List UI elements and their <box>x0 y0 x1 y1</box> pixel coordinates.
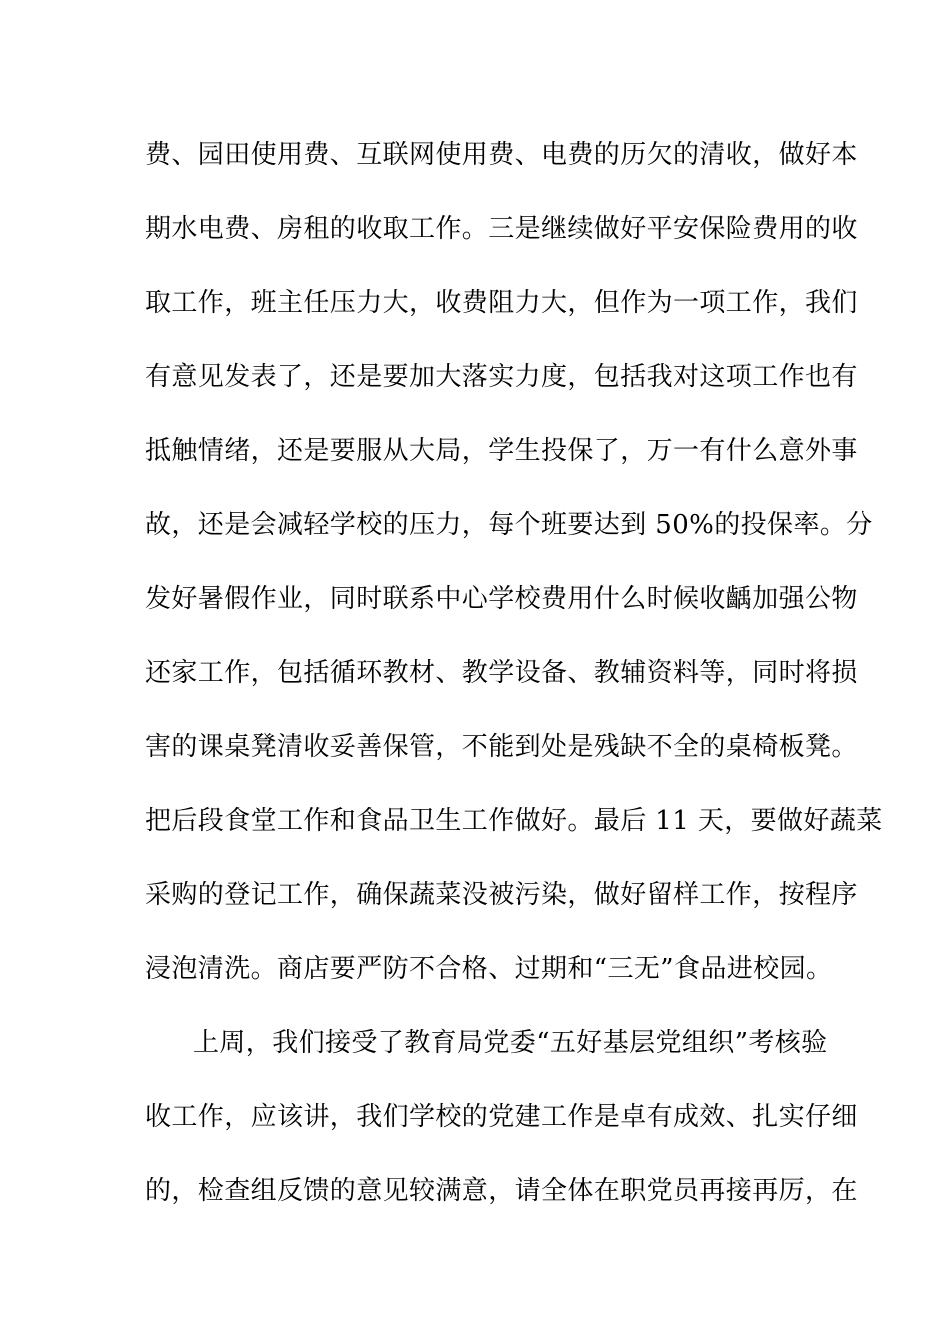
body-text <box>145 132 883 1242</box>
text-line: 还家工作，包括循环教材、教学设备、教辅资料等，同时将损 <box>145 658 858 688</box>
text-line: 的，检查组反馈的意见较满意，请全体在职党员再接再厉，在 <box>145 1176 858 1206</box>
text-line: 故，还是会减轻学校的压力，每个班要达到 50%的投保率。分 <box>145 510 873 540</box>
text-line: 有意见发表了，还是要加大落实力度，包括我对这项工作也有 <box>145 362 858 392</box>
paragraph-start-line: 上周，我们接受了教育局党委“五好基层党组织”考核验 <box>193 1028 828 1058</box>
text-line: 期水电费、房租的收取工作。三是继续做好平安保险费用的收 <box>145 214 858 244</box>
text-line: 浸泡清洗。商店要严防不合格、过期和“三无”食品进校园。 <box>145 954 833 984</box>
text-line: 发好暑假作业，同时联系中心学校费用什么时候收齲加强公物 <box>145 584 858 614</box>
text-line: 害的课桌凳清收妥善保管，不能到处是残缺不全的桌椅板凳。 <box>145 732 858 762</box>
text-line: 把后段食堂工作和食品卫生工作做好。最后 11 天，要做好蔬菜 <box>145 806 883 836</box>
text-line: 收工作，应该讲，我们学校的党建工作是卓有成效、扎实仔细 <box>145 1102 858 1132</box>
text-line: 采购的登记工作，确保蔬菜没被污染，做好留样工作，按程序 <box>145 880 858 910</box>
text-line: 抵触情绪，还是要服从大局，学生投保了，万一有什么意外事 <box>145 436 858 466</box>
text-line: 取工作，班主任压力大，收费阻力大，但作为一项工作，我们 <box>145 288 858 318</box>
text-line: 费、园田使用费、互联网使用费、电费的历欠的清收，做好本 <box>145 140 858 170</box>
